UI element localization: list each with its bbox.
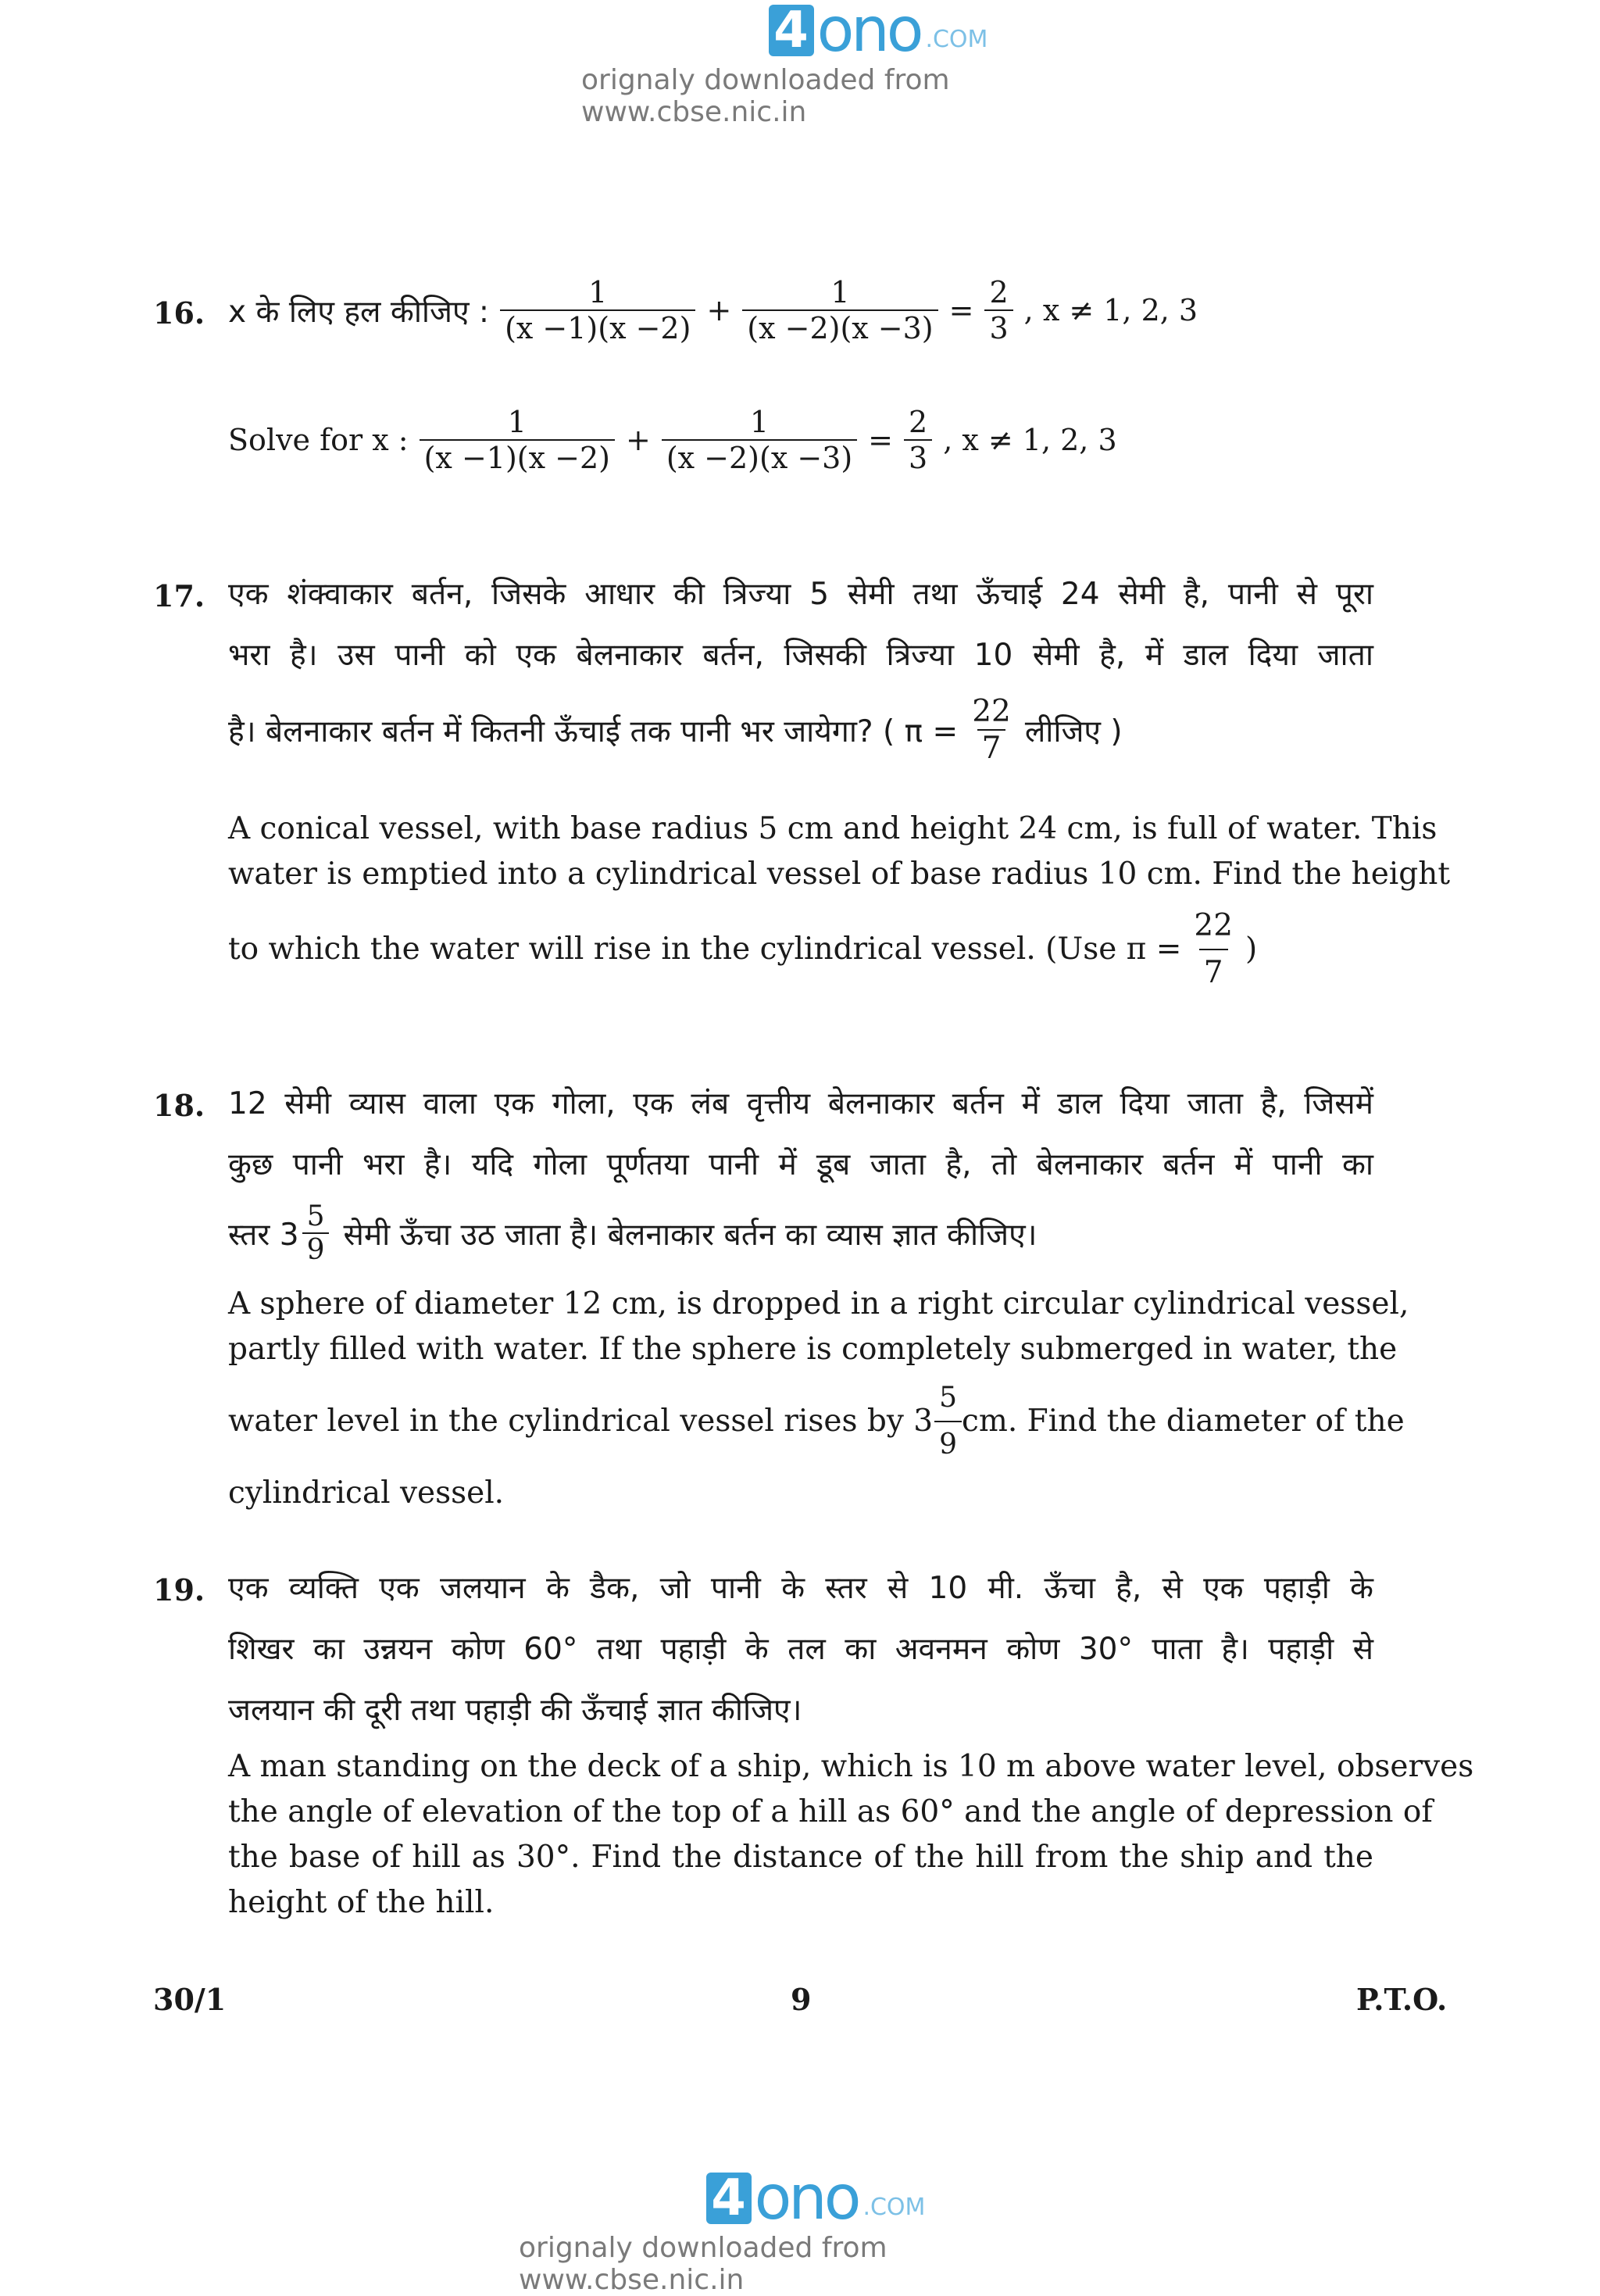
pto-label: P.T.O.	[1356, 1982, 1448, 2017]
q17-pi-fraction: $\frac{22}{7}$	[972, 694, 1011, 766]
q18-number: 18.	[153, 1088, 205, 1123]
q17-english-line-2: water is emptied into a cylindrical vessel of base radius 10 cm. Find the height	[228, 857, 1451, 892]
q16-english-equation	[228, 405, 1117, 475]
q17-hindi-line-1: एक शंक्वाकार बर्तन, जिसके आधार की त्रिज्या 5 सेमी तथा ऊँचाई 24 सेमी है, पानी से पूरा	[228, 577, 1373, 612]
logo-ono: ono	[816, 0, 921, 66]
q16-fraction-2: $\frac{1}{(x -2)(x -3)}$	[742, 275, 938, 345]
q16-hindi-lead: x के लिए हल कीजिए :	[228, 294, 490, 330]
q16-equals: =	[948, 293, 974, 327]
q18-hindi	[228, 1074, 1373, 1266]
footer-logo-tagline: orignaly downloaded from www.cbse.nic.in	[519, 2232, 888, 2296]
q18-english	[228, 1282, 1409, 1516]
header-logo	[581, 0, 1175, 128]
q16-hindi-equation	[228, 275, 1198, 345]
footer-logo-box: 4	[706, 2173, 752, 2224]
q16-english-lead: Solve for x :	[228, 423, 409, 457]
q17-english-line-3: to which the water will rise in the cylindrical vessel. (Use π = $\frac{22}{7}$ )	[228, 903, 1373, 996]
q19-hindi-line-3: जलयान की दूरी तथा पहाड़ी की ऊँचाई ज्ञात कीजिए।	[228, 1693, 802, 1728]
q19-english-line-1: A man standing on the deck of a ship, which is 10 m above water level, observes	[228, 1749, 1474, 1784]
q19-hindi-line-2: शिखर का उन्नयन कोण 60° तथा पहाड़ी के तल का अवनमन कोण 30° पाता है। पहाड़ी से	[228, 1632, 1373, 1667]
q16-fraction-1: $\frac{1}{(x -1)(x -2)}$	[500, 275, 695, 345]
q16-number: 16.	[153, 295, 205, 331]
q19-hindi	[228, 1558, 1373, 1741]
q19-number: 19.	[153, 1572, 205, 1608]
footer-logo-mark	[706, 2163, 926, 2233]
q18-mixed-fraction: $\frac{5}{9}$	[302, 1200, 330, 1266]
q18-english-line-4: cylindrical vessel.	[228, 1475, 505, 1511]
footer-logo-com: .COM	[862, 2194, 926, 2221]
page-number: 9	[791, 1982, 812, 2017]
q16-en-condition: , x ≠ 1, 2, 3	[943, 423, 1117, 457]
q16-en-fraction-2: $\frac{1}{(x -2)(x -3)}$	[662, 405, 857, 475]
logo-tagline: orignaly downloaded from www.cbse.nic.in	[581, 64, 950, 128]
q18-en-mixed-fraction: $\frac{5}{9}$	[934, 1375, 962, 1468]
q19-english-line-2: the angle of elevation of the top of a hill as 60° and the angle of depression of	[228, 1794, 1433, 1829]
q16-rhs: $\frac{2}{3}$	[984, 275, 1012, 345]
q18-hindi-line-3: स्तर 3 $\frac{5}{9}$ सेमी ऊँचा उठ जाता है। बेलनाकार बर्तन का व्यास ज्ञात कीजिए।	[228, 1200, 1038, 1266]
q16-en-plus: +	[625, 423, 651, 457]
footer-logo-ono: ono	[754, 2163, 859, 2233]
logo-box: 4	[769, 5, 814, 56]
q16-en-equals: =	[868, 423, 894, 457]
q17-hindi-line-3: है। बेलनाकार बर्तन में कितनी ऊँचाई तक पानी भर जायेगा? ( π = $\frac{22}{7}$ लीजिए )	[228, 694, 1123, 766]
q16-en-rhs: $\frac{2}{3}$	[904, 405, 932, 475]
q18-english-line-1: A sphere of diameter 12 cm, is dropped in a right circular cylindrical vessel,	[228, 1286, 1409, 1321]
q19-english-line-3: the base of hill as 30°. Find the distance of the hill from the ship and the	[228, 1840, 1373, 1875]
logo-com: .COM	[925, 26, 988, 53]
q16-en-fraction-1: $\frac{1}{(x -1)(x -2)}$	[420, 405, 615, 475]
footer-logo	[519, 2163, 1112, 2296]
q17-hindi	[228, 564, 1373, 766]
paper-code: 30/1	[153, 1982, 227, 2017]
q18-hindi-line-1: 12 सेमी व्यास वाला एक गोला, एक लंब वृत्तीय बेलनाकार बर्तन में डाल दिया जाता है, जिसमें	[228, 1086, 1373, 1121]
q19-english-line-4: height of the hill.	[228, 1885, 495, 1920]
q17-english-line-1: A conical vessel, with base radius 5 cm and height 24 cm, is full of water. This	[228, 811, 1438, 846]
q16-plus: +	[706, 293, 732, 327]
q16-condition: , x ≠ 1, 2, 3	[1023, 293, 1198, 327]
q17-number: 17.	[153, 578, 205, 613]
q19-english	[228, 1744, 1474, 1926]
q17-hindi-line-2: भरा है। उस पानी को एक बेलनाकार बर्तन, जिसकी त्रिज्या 10 सेमी है, में डाल दिया जाता	[228, 638, 1373, 673]
logo-mark	[769, 0, 988, 66]
q18-english-line-2: partly filled with water. If the sphere is completely submerged in water, the	[228, 1332, 1398, 1367]
q17-en-pi-fraction: $\frac{22}{7}$	[1189, 903, 1238, 996]
q19-hindi-line-1: एक व्यक्ति एक जलयान के डैक, जो पानी के स्तर से 10 मी. ऊँचा है, से एक पहाड़ी के	[228, 1571, 1373, 1606]
q18-english-line-3: water level in the cylindrical vessel rises by 3 $\frac{5}{9}$ cm. Find the diameter of the	[228, 1375, 1373, 1468]
q18-hindi-line-2: कुछ पानी भरा है। यदि गोला पूर्णतया पानी में डूब जाता है, तो बेलनाकार बर्तन में पानी का	[228, 1147, 1373, 1182]
q17-english	[228, 806, 1451, 996]
